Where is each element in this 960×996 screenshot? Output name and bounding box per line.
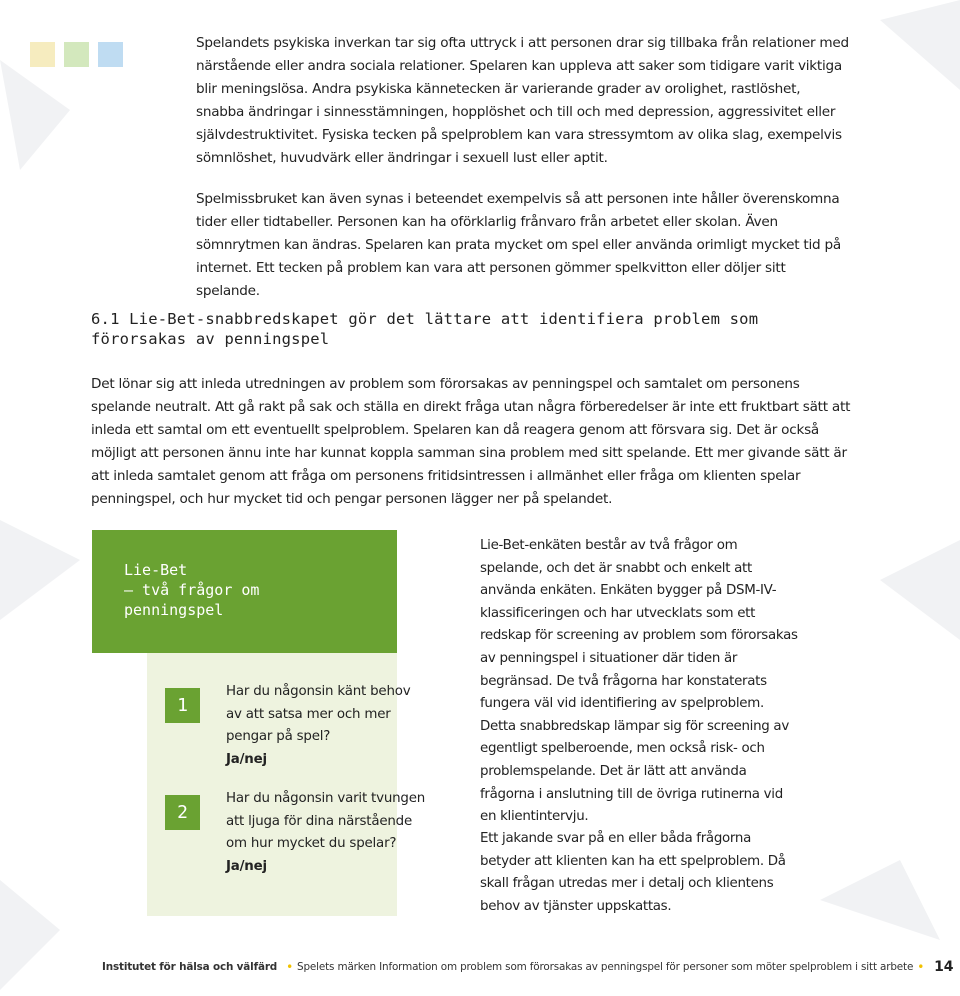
question-2 [226, 788, 426, 878]
footer-title: Spelets märken Information om problem som förorsakas av penningspel för personer som möter spelproblem i sitt arbete [297, 961, 914, 973]
right-column-paragraph-1: Lie-Bet-enkäten består av två frågor om spelande, och det är snabbt och enkelt att använda enkäten. Enkäten bygger på DSM-IV-klassificeringen och har utvecklats som ett redskap för screening av problem som förorsakas av penningspel i situationer där tiden är begränsad. De två frågorna har konstaterats fungera väl vid identifiering av spelproblem. Detta snabbredskap lämpar sig för screening av egentligt spelberoende, men också risk- och problemspelande. Det är lätt att använda frågorna i anslutning till de övriga rutinerna vid en klientintervju. [480, 538, 798, 825]
right-column-paragraph-2: Ett jakande svar på en eller båda frågorna betyder att klienten kan ha ett spelproblem. Då skall frågan utredas mer i detalj och klientens behov av tjänster uppskattas. [480, 831, 786, 914]
footer-bullet-icon: • [286, 960, 294, 974]
question-1-text: Har du någonsin känt behov av att satsa mer och mer pengar på spel? [226, 684, 411, 745]
decor-square-blue [98, 42, 123, 67]
question-1 [226, 681, 426, 771]
question-2-text: Har du någonsin varit tvungen att ljuga för dina närstående om hur mycket du spelar? [226, 791, 426, 852]
page-footer [102, 958, 954, 976]
lie-bet-box-title: Lie-Bet – två frågor om penningspel [124, 561, 260, 619]
footer-institute: Institutet för hälsa och välfärd [102, 961, 278, 973]
decor-square-green [64, 42, 89, 67]
intro-paragraph-2: Spelmissbruket kan även synas i beteendet exempelvis så att personen inte håller överenskomna tider eller tidtabeller. Personen kan ha oförklarlig frånvaro från arbetet eller skolan. Även sömnrytmen kan ändras. Spelaren kan prata mycket om spel eller använda orimligt mycket tid på internet. Ett tecken på problem kan vara att personen gömmer spelkvitton eller döljer sitt spelande. [196, 191, 841, 299]
decor-square-yellow [30, 42, 55, 67]
intro-paragraph-1: Spelandets psykiska inverkan tar sig ofta uttryck i att personen drar sig tillbaka från relationer med närstående eller andra sociala relationer. Spelaren kan uppleva att saker som tidigare varit viktiga blir meningslösa. Andra psykiska kännetecken är varierande grader av orolighet, rastlöshet, snabba ändringar i sinnesstämningen, hopplöshet och till och med depression, aggressivitet eller självdestruktivitet. Fysiska tecken på spelproblem kan vara stressymtom av olika slag, exempelvis sömnlöshet, huvudvärk eller ändringar i sexuell lust eller aptit. [196, 35, 849, 166]
page-number: 14 [934, 959, 954, 975]
question-2-number: 2 [165, 795, 200, 830]
question-1-number: 1 [165, 688, 200, 723]
footer-bullet-icon: • [917, 960, 925, 974]
question-1-answer: Ja/nej [226, 751, 267, 767]
section-heading: 6.1 Lie-Bet-snabbredskapet gör det lättare att identifiera problem som förorsakas av penningspel [91, 310, 759, 348]
question-2-answer: Ja/nej [226, 858, 267, 874]
section-body: Det lönar sig att inleda utredningen av problem som förorsakas av penningspel och samtalet om personens spelande neutralt. Att gå rakt på sak och ställa en direkt fråga utan några förberedelser är inte ett fruktbart sätt att inleda ett samtal om ett eventuellt spelproblem. Spelaren kan då reagera genom att försvara sig. Det är också möjligt att personen ännu inte har kunnat koppla samman sina problem med sitt spelande. Ett mer givande sätt är att inleda samtalet genom att fråga om personens fritidsintressen i allmänhet eller fråga om klienten spelar penningspel, och hur mycket tid och pengar personen lägger ner på spelandet. [91, 376, 851, 507]
